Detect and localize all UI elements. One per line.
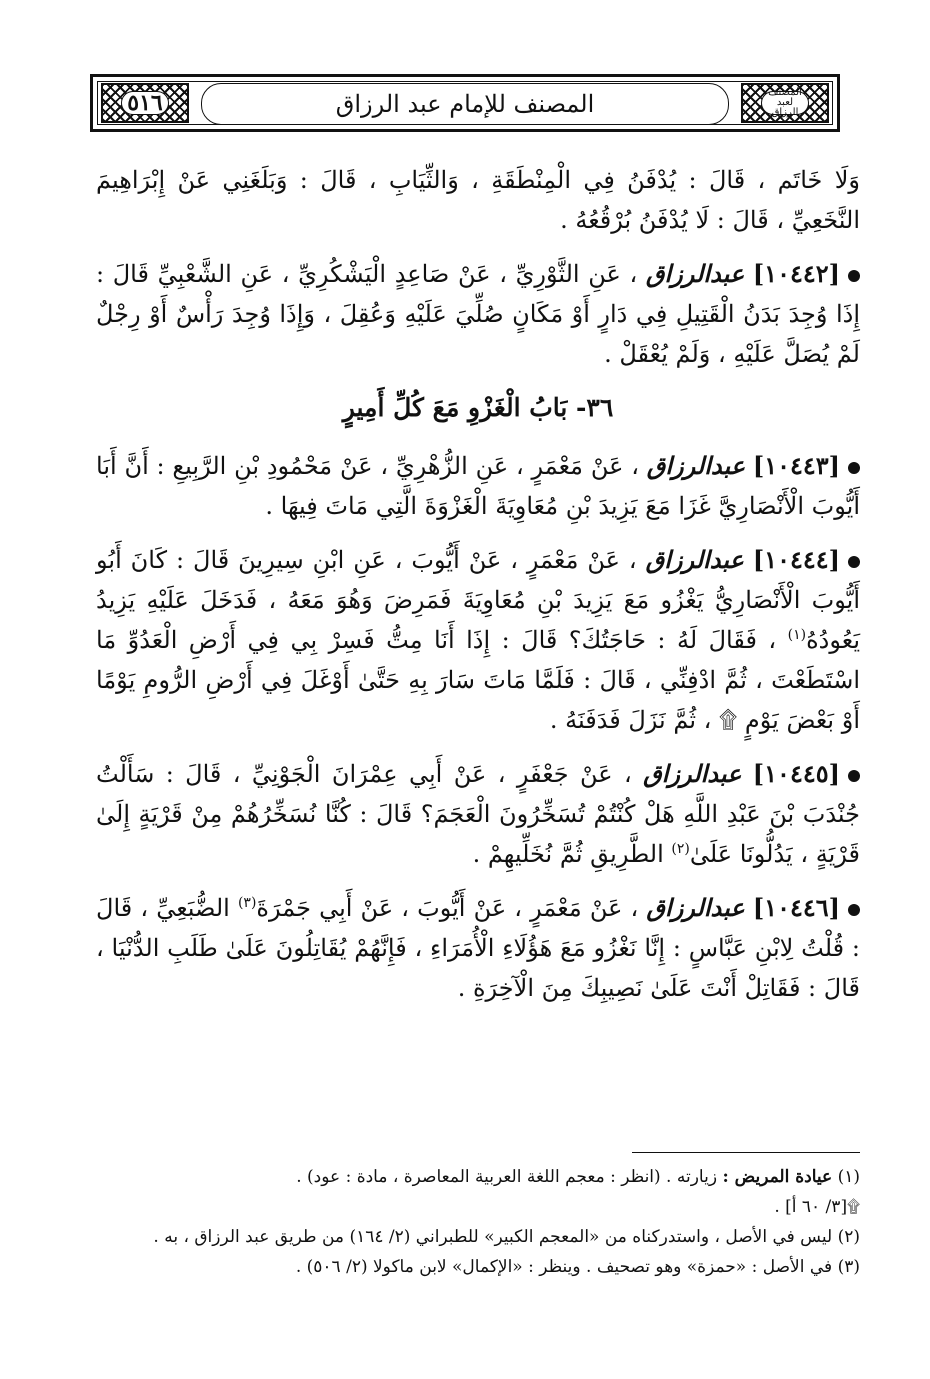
- bullet-icon: [848, 904, 860, 916]
- footnote-3: [96, 1252, 860, 1282]
- footnote-mark: (١): [837, 1167, 860, 1187]
- footnote-text: ليس في الأصل ، واستدركناه من «المعجم الكبير» للطبراني (٢/ ١٦٤) من طريق عبد الرزاق ، به .: [153, 1227, 833, 1247]
- narrator-name: عبدالرزاق: [645, 545, 744, 574]
- footnote-text: ۩[٣/ ٦٠ أ] .: [774, 1197, 860, 1217]
- hadith-text: ، عَنِ الثَّوْرِيِّ ، عَنْ صَاعِدٍ الْيَشْكُرِيِّ ، عَنِ الشَّعْبِيِّ قَالَ : إِذَا وُجِدَ بَدَنُ الْقَتِيلِ فِي دَارٍ أَوْ مَكَانٍ صُلِّيَ عَلَيْهِ وَعُقِلَ ، وَإِذَا وُجِدَ رَأْسٌ أَوْ رِجْلٌ لَمْ يُصَلَّ عَلَيْهِ ، وَلَمْ يُعْقَلْ .: [96, 260, 860, 368]
- footnote-1: [96, 1162, 860, 1192]
- hadith-10445: [96, 754, 860, 874]
- footnote-text: زيارته . (انظر : معجم اللغة العربية المعاصرة ، مادة : عود) .: [296, 1167, 718, 1187]
- hadith-text: ، عَنْ مَعْمَرٍ ، عَنْ أَيُّوبَ ، عَنِ ابْنِ سِيرِينَ قَالَ : كَانَ أَبُو أَيُّوبَ الْأَنْصَارِيُّ يَغْزُو مَعَ يَزِيدَ بْنِ مُعَاوِيَةَ فَمَرِضَ وَهُوَ مَعَهُ ، فَدَخَلَ عَلَيْهِ يَزِيدُ يَعُودُهُ: [96, 546, 860, 654]
- footnotes: [96, 1162, 860, 1282]
- narrator-name: عبدالرزاق: [646, 893, 745, 922]
- narrator-name: عبدالرزاق: [646, 451, 746, 480]
- hadith-number: [١٠٤٤٣]: [752, 451, 840, 480]
- footnote-text: في الأصل : «حمزة» وهو تصحيف . وينظر : «الإكمال» لابن ماكولا (٢/ ٥٠٦) .: [295, 1257, 833, 1277]
- hadith-10443: [96, 446, 860, 526]
- hadith-10446: [96, 888, 860, 1008]
- book-title: المصنف للإمام عبد الرزاق: [335, 90, 595, 118]
- footnote-mark: (٢): [837, 1227, 860, 1247]
- footnote-ref: (٢): [671, 841, 690, 857]
- hadith-text-cont: الطَّرِيقِ ثُمَّ نُخَلِّيهِمْ .: [472, 840, 664, 868]
- bullet-icon: [848, 462, 860, 474]
- hadith-number: [١٠٤٤٥]: [752, 759, 840, 788]
- footnote-2: [96, 1222, 860, 1252]
- bullet-icon: [848, 270, 860, 282]
- footnote-mark: (٣): [837, 1257, 860, 1277]
- body-text: [96, 160, 860, 1022]
- hadith-number: [١٠٤٤٦]: [752, 893, 840, 922]
- ornament-label-right: المصنف لعبد الرزاق: [768, 87, 802, 118]
- hadith-text-cont: الضُّبَعِيِّ ، قَالَ : قُلْتُ لِابْنِ عَبَّاسٍ : إِنَّا نَغْزُو مَعَ هَؤُلَاءِ الْأُمَرَاءِ ، فَإِنَّهُمْ يُقَاتِلُونَ عَلَىٰ طَلَبِ الدُّنْيَا ، قَالَ : فَقَاتِلْ أَنْتَ عَلَىٰ نَصِيبِكَ مِنَ الْآخِرَةِ .: [96, 894, 860, 1002]
- page-number: ٥١٦: [127, 90, 163, 116]
- hadith-text: ، عَنْ مَعْمَرٍ ، عَنْ أَيُّوبَ ، عَنْ أَبِي جَمْرَةَ: [256, 894, 639, 922]
- narrator-name: عبدالرزاق: [643, 759, 742, 788]
- paragraph-text: وَلَا خَاتَم ، قَالَ : يُدْفَنُ فِي الْمِنْطَقَةِ ، وَالثِّيَابِ ، قَالَ : وَبَلَغَنِي عَنْ إِبْرَاهِيمَ النَّخَعِيِّ ، قَالَ : لَا يُدْفَنُ بُرْقُعُهُ .: [96, 166, 860, 234]
- bullet-icon: [848, 556, 860, 568]
- paragraph-continuation: [96, 160, 860, 240]
- hadith-text: ، عَنْ مَعْمَرٍ ، عَنِ الزُّهْرِيِّ ، عَنْ مَحْمُودِ بْنِ الرَّبِيعِ : أَنَّ أَبَا أَيُّوبَ الْأَنْصَارِيَّ غَزَا مَعَ يَزِيدَ بْنِ مُعَاوِيَةَ الْغَزْوَةَ الَّتِي مَاتَ فِيهَا .: [96, 452, 860, 520]
- footnote-term: عيادة المريض :: [722, 1167, 833, 1187]
- header-ornament-left: [101, 83, 189, 123]
- bullet-icon: [848, 770, 860, 782]
- footnote-separator: [632, 1152, 860, 1153]
- footnote-folio: [96, 1192, 860, 1222]
- chapter-heading: ٣٦- بَابُ الْغَزْوِ مَعَ كُلِّ أَمِيرٍ: [342, 393, 614, 422]
- hadith-number: [١٠٤٤٤]: [752, 545, 840, 574]
- running-header: [90, 74, 840, 132]
- hadith-10444: [96, 540, 860, 740]
- narrator-name: عبدالرزاق: [645, 259, 745, 288]
- footnote-ref: (١): [787, 627, 807, 643]
- header-title-box: [201, 83, 729, 125]
- header-ornament-right: [741, 83, 829, 123]
- hadith-text-cont: ، فَقَالَ لَهُ : حَاجَتُكَ؟ قَالَ : إِذَا أَنَا مِتُّ فَسِرْ بِي فِي أَرْضِ الْعَدُوِّ مَا اسْتَطَعْتَ ، ثُمَّ ادْفِنِّي ، قَالَ : فَلَمَّا مَاتَ سَارَ بِهِ حَتَّىٰ أَوْغَلَ فِي أَرْضِ الرُّومِ يَوْمًا أَوْ بَعْضَ يَوْمٍ ۩ ، ثُمَّ نَزَلَ فَدَفَنَهُ .: [96, 626, 860, 734]
- hadith-10442: [96, 254, 860, 374]
- hadith-text: ، عَنْ جَعْفَرٍ ، عَنْ أَبِي عِمْرَانَ الْجَوْنِيِّ ، قَالَ : سَأَلْتُ جُنْدَبَ بْنَ عَبْدِ اللَّهِ هَلْ كُنْتُمْ تُسَخِّرُونَ الْعَجَمَ؟ قَالَ : كُنَّا نُسَخِّرُهُمْ مِنْ قَرْيَةٍ إِلَىٰ قَرْيَةٍ ، يَدُلُّونَا عَلَىٰ: [96, 760, 860, 868]
- hadith-number: [١٠٤٤٢]: [752, 259, 840, 288]
- footnote-ref: (٣): [237, 895, 257, 911]
